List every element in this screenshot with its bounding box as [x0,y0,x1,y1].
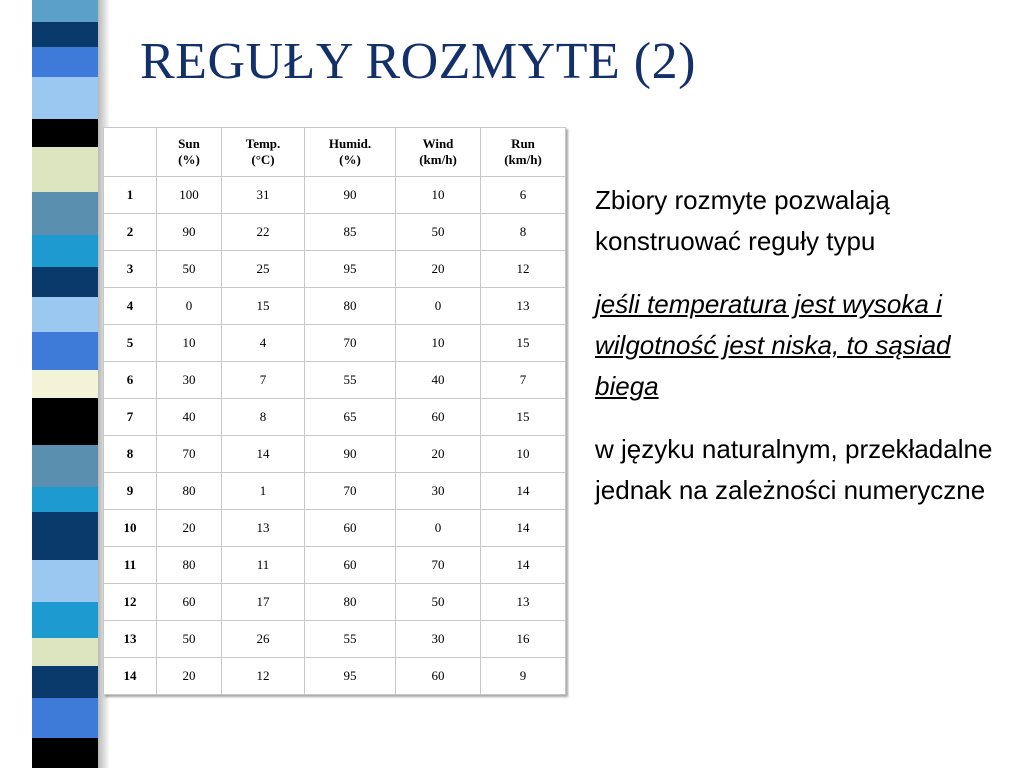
slide-title: REGUŁY ROZMYTE (2) [140,33,696,90]
header-cell-run [481,128,566,177]
row-index-cell: 6 [104,362,157,399]
table-row [104,510,566,547]
stripe-segment [32,638,98,666]
table-cell: 10 [481,436,566,473]
row-index-cell: 4 [104,288,157,325]
row-index-cell: 14 [104,658,157,695]
row-index-cell: 7 [104,399,157,436]
row-index-cell: 5 [104,325,157,362]
decorative-stripe [32,0,98,768]
header-label: Temp. [245,136,281,151]
stripe-segment [32,445,98,487]
table-cell: 0 [157,288,222,325]
table-cell: 40 [396,362,481,399]
header-unit: (km/h) [504,152,542,167]
table-cell: 90 [157,214,222,251]
table-cell: 14 [222,436,305,473]
table-cell: 26 [222,621,305,658]
header-unit: (km/h) [419,152,457,167]
table-cell: 50 [396,584,481,621]
stripe-segment [32,22,98,47]
stripe-segment [32,398,98,445]
table-cell: 90 [305,177,396,214]
table-cell: 0 [396,288,481,325]
table-cell: 16 [481,621,566,658]
row-index-cell: 10 [104,510,157,547]
table-cell: 15 [222,288,305,325]
table-cell: 60 [396,399,481,436]
intro-text: Zbiory rozmyte pozwalają konstruować reguły typu [595,185,890,256]
table-cell: 8 [481,214,566,251]
stripe-segment [32,738,98,768]
header-label: Sun [178,136,200,151]
table-cell: 55 [305,362,396,399]
table-cell: 80 [157,473,222,510]
header-cell-wind [396,128,481,177]
table-cell: 6 [481,177,566,214]
slide-content [595,180,1005,533]
table-cell: 14 [481,547,566,584]
stripe-segment [32,77,98,119]
header-unit: (%) [178,152,200,167]
stripe-segment [32,332,98,370]
table-cell: 15 [481,399,566,436]
table-cell: 95 [305,658,396,695]
table-cell: 60 [305,510,396,547]
table-cell: 80 [157,547,222,584]
table-cell: 80 [305,584,396,621]
stripe-segment [32,698,98,738]
row-index-cell: 1 [104,177,157,214]
table-cell: 12 [222,658,305,695]
table-cell: 70 [157,436,222,473]
table-cell: 40 [157,399,222,436]
table-cell: 31 [222,177,305,214]
table-row [104,436,566,473]
table-cell: 55 [305,621,396,658]
table-cell: 13 [481,584,566,621]
table-row [104,658,566,695]
table-cell: 7 [222,362,305,399]
table-cell: 14 [481,510,566,547]
table-cell: 100 [157,177,222,214]
stripe-segment [32,487,98,512]
table-row [104,288,566,325]
table-cell: 30 [396,473,481,510]
table-cell: 70 [305,473,396,510]
stripe-segment [32,192,98,235]
table-cell: 10 [157,325,222,362]
table-row [104,177,566,214]
table-cell: 7 [481,362,566,399]
table-row [104,547,566,584]
table-cell: 15 [481,325,566,362]
table-row [104,214,566,251]
table-cell: 80 [305,288,396,325]
table-cell: 70 [396,547,481,584]
table-cell: 12 [481,251,566,288]
table-cell: 4 [222,325,305,362]
table-header-row [104,128,566,177]
header-cell-sun [157,128,222,177]
row-index-cell: 8 [104,436,157,473]
rule-example: jeśli temperatura jest wysoka i wilgotność jest niska, to sąsiad biega [595,289,951,401]
header-label: Wind [422,136,454,151]
header-label: Run [511,136,535,151]
table-body [104,177,566,695]
header-unit: (°C) [251,152,275,167]
table-cell: 9 [481,658,566,695]
table-cell: 14 [481,473,566,510]
table-cell: 60 [396,658,481,695]
table-row [104,325,566,362]
table-cell: 22 [222,214,305,251]
table-row [104,621,566,658]
table-cell: 10 [396,177,481,214]
table-cell: 95 [305,251,396,288]
stripe-segment [32,666,98,698]
stripe-segment [32,267,98,297]
stripe-segment [32,47,98,77]
table-cell: 60 [157,584,222,621]
table-cell: 13 [481,288,566,325]
table-cell: 60 [305,547,396,584]
header-unit: (%) [339,152,361,167]
table-row [104,399,566,436]
table-cell: 20 [396,251,481,288]
table-cell: 65 [305,399,396,436]
table-row [104,251,566,288]
stripe-segment [32,235,98,267]
table-cell: 50 [396,214,481,251]
stripe-segment [32,0,98,22]
table-cell: 11 [222,547,305,584]
table-cell: 30 [396,621,481,658]
stripe-segment [32,297,98,332]
table-cell: 25 [222,251,305,288]
table-cell: 85 [305,214,396,251]
stripe-segment [32,119,98,147]
stripe-segment [32,370,98,398]
header-cell-temp [222,128,305,177]
table-cell: 90 [305,436,396,473]
header-cell-index [104,128,157,177]
table-cell: 70 [305,325,396,362]
table-cell: 30 [157,362,222,399]
table-cell: 10 [396,325,481,362]
header-label: Humid. [328,136,372,151]
data-table [103,127,566,695]
table-cell: 13 [222,510,305,547]
table-row [104,362,566,399]
header-cell-humid [305,128,396,177]
table-cell: 20 [396,436,481,473]
row-index-cell: 3 [104,251,157,288]
stripe-segment [32,147,98,192]
table-row [104,473,566,510]
stripe-segment [32,512,98,560]
table-cell: 50 [157,251,222,288]
table-cell: 50 [157,621,222,658]
table-cell: 20 [157,658,222,695]
row-index-cell: 12 [104,584,157,621]
table-cell: 1 [222,473,305,510]
table-cell: 0 [396,510,481,547]
row-index-cell: 2 [104,214,157,251]
conclusion-text: w języku naturalnym, przekładalne jednak na zależności numeryczne [595,434,993,505]
row-index-cell: 13 [104,621,157,658]
table-cell: 8 [222,399,305,436]
stripe-segment [32,602,98,638]
table-row [104,584,566,621]
stripe-segment [32,560,98,602]
table-cell: 20 [157,510,222,547]
table-cell: 17 [222,584,305,621]
row-index-cell: 11 [104,547,157,584]
row-index-cell: 9 [104,473,157,510]
